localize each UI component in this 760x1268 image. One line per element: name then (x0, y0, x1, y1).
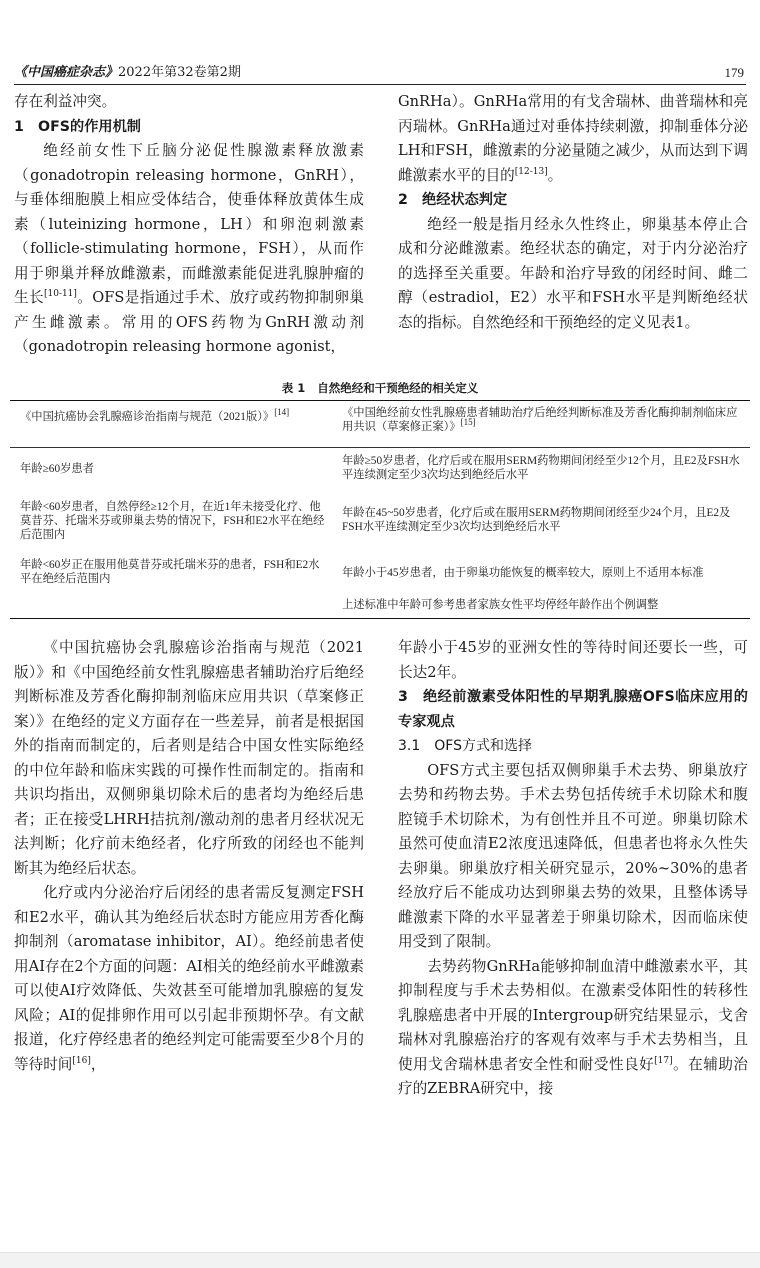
table-cell: 年龄<60岁患者，自然停经≥12个月，在近1年未接受化疗、他莫昔芬、托瑞米芬或卵巢去势的情况下，FSH和E2水平在绝经后范围内 (20, 501, 325, 541)
paragraph (398, 955, 748, 1102)
table-cell: 年龄小于45岁患者，由于卵巢功能恢复的概率较大，原则上不适用本标准 (342, 567, 704, 579)
column-top-left (14, 90, 364, 360)
column-top-right (398, 90, 748, 335)
table-caption (0, 380, 760, 396)
citation: [10-11] (43, 289, 77, 300)
citation: [16] (72, 1055, 91, 1066)
citation: [14] (274, 407, 290, 418)
paragraph: OFS方式主要包括双侧卵巢手术去势、卵巢放疗去势和药物去势。手术去势包括传统手术切除术和腹腔镜手术切除术，为有创性并且不可逆。卵巢切除术虽然可使血清E2浓度迅速降低，但患者也将永久性失去卵巢。卵巢放疗相关研究显示，20%~30%的患者经放疗后不能成功达到卵巢去势的效果，且整体诱导雌激素下降的水平显著差于卵巢切除术，因而临床使用受到了限制。 (398, 761, 748, 950)
citation: [15] (460, 417, 476, 428)
paragraph-text: 绝经前女性下丘脑分泌促性腺激素释放激素（gonadotropin releasing hormone，GnRH），与垂体细胞膜上相应受体结合，使垂体释放黄体生成素（luteinizing hormone，LH）和卵泡刺激素（follicle-stimulating hormone，FSH），从而作用于卵巢并释放雌激素，而雌激素能促进乳腺肿瘤的生长 (14, 142, 364, 306)
table-header-left: 《中国抗癌协会乳腺癌诊治指南与规范（2021版）》[14] (20, 407, 290, 423)
table-note: 上述标准中年龄可参考患者家族女性平均停经年龄作出个例调整 (342, 599, 659, 611)
citation: [17] (654, 1055, 673, 1066)
column-bottom-left (14, 636, 364, 1077)
citation: [12-13] (514, 166, 548, 177)
paragraph-text: 去势药物GnRHa能够抑制血清中雌激素水平，其抑制程度与手术去势相似。在激素受体阳性的转移性乳腺癌患者中开展的Intergroup研究结果显示，戈舍瑞林对乳腺癌治疗的客观有效率与手术去势相当，且使用戈舍瑞林患者安全性和耐受性良好 (398, 957, 748, 1073)
table-cell: 年龄≥50岁患者，化疗后或在服用SERM药物期间闭经至少12个月，且E2及FSH水平连续测定至少3次均达到绝经后水平 (342, 455, 740, 481)
paragraph: 存在利益冲突。 (14, 93, 117, 110)
paragraph (14, 139, 364, 360)
table-rule-top (10, 400, 750, 401)
section-heading-3: 3 绝经前激素受体阳性的早期乳腺癌OFS临床应用的专家观点 (398, 689, 748, 730)
table-rule-bottom (10, 618, 750, 619)
subsection-heading: 3.1 OFS方式和选择 (398, 738, 532, 754)
paragraph-text: 。 (547, 166, 563, 184)
paragraph-text: 。OFS是指通过手术、放疗或药物抑制卵巢产生雌激素。常用的OFS药物为GnRH激动剂（gonadotropin releasing hormone agonist， (14, 289, 364, 355)
paragraph-text: ， (90, 1055, 106, 1073)
definition-table (10, 400, 750, 620)
table-header-right: 《中国绝经前女性乳腺癌患者辅助治疗后绝经判断标准及芳香化酶抑制剂临床应用共识（草案修正案）》[15] (342, 407, 738, 433)
paragraph-text: 。在辅助治疗的ZEBRA研究中，接 (398, 1055, 748, 1097)
paragraph: 年龄小于45岁的亚洲女性的等待时间还要长一些，可长达2年。 (398, 639, 748, 681)
paragraph: 绝经一般是指月经永久性终止，卵巢基本停止合成和分泌雌激素。绝经状态的确定，对于内分泌治疗的选择至关重要。年龄和治疗导致的闭经时间、雌二醇（estradiol，E2）水平和FSH水平是判断绝经状态的指标。自然绝经和干预绝经的定义见表1。 (398, 215, 748, 331)
column-bottom-right (398, 636, 748, 1102)
table-cell: 年龄≥60岁患者 (20, 463, 94, 475)
paragraph (398, 90, 748, 188)
table-cell: 年龄<60岁正在服用他莫昔芬或托瑞米芬的患者，FSH和E2水平在绝经后范围内 (20, 559, 320, 585)
journal-title: 《中国癌症杂志》 (14, 65, 119, 80)
table-title: 自然绝经和干预绝经的相关定义 (317, 381, 479, 395)
paragraph-text: 化疗或内分泌治疗后闭经的患者需反复测定FSH和E2水平，确认其为绝经后状态时方能应用芳香化酶抑制剂（aromatase inhibitor，AI）。绝经前患者使用AI存在2个方面的问题：AI相关的绝经前水平雌激素可以使AI疗效降低、失效甚至可能增加乳腺癌的复发风险；AI的促排卵作用可以引起非预期怀孕。有文献报道，化疗停经患者的绝经判定可能需要至少8个月的等待时间 (14, 884, 364, 1073)
paragraph (14, 881, 364, 1077)
section-heading-1: 1 OFS的作用机制 (14, 118, 141, 135)
table-rule-mid (10, 447, 750, 448)
page-number: 179 (724, 65, 744, 80)
paragraph: 《中国抗癌协会乳腺癌诊治指南与规范（2021版）》和《中国绝经前女性乳腺癌患者辅助治疗后绝经判断标准及芳香化酶抑制剂临床应用共识（草案修正案）》在绝经的定义方面存在一些差异，前者是根据国外的指南而制定的，后者则是结合中国女性实际绝经的中位年龄和临床实践的可操作性而制定的。指南和共识均指出，双侧卵巢切除术后的患者均为绝经后患者；正在接受LHRH拮抗剂/激动剂的患者月经状况无法判断；化疗前未绝经者，化疗所致的闭经也不能判断其为绝经后状态。 (14, 639, 364, 877)
viewer-bottom-bar (0, 1252, 760, 1268)
table-cell: 年龄在45~50岁患者，化疗后或在服用SERM药物期间闭经至少24个月，且E2及FSH水平连续测定至少3次均达到绝经后水平 (342, 507, 731, 533)
paragraph-text: GnRHa）。GnRHa常用的有戈舍瑞林、曲普瑞林和亮丙瑞林。GnRHa通过对垂体持续刺激，抑制垂体分泌LH和FSH，雌激素的分泌量随之减少，从而达到下调雌激素水平的目的 (398, 93, 748, 184)
table-number: 表 1 (281, 381, 306, 395)
section-heading-2: 2 绝经状态判定 (398, 192, 508, 208)
journal-issue: 2022年第32卷第2期 (118, 65, 241, 80)
running-header (14, 62, 746, 85)
